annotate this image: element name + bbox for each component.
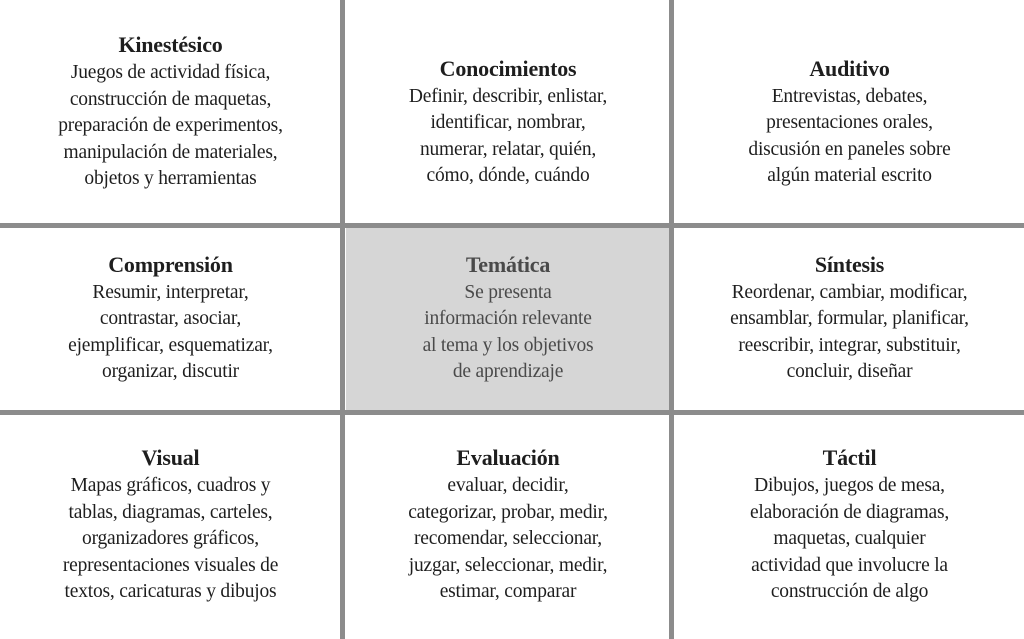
grid-line-vertical-left xyxy=(340,0,345,639)
cell-line: ensamblar, formular, planificar, xyxy=(730,308,969,329)
cell-line: ejemplificar, esquematizar, xyxy=(68,334,273,356)
cell-line: Se presenta xyxy=(464,281,552,303)
cell-line: organizar, discutir xyxy=(102,361,239,382)
cell-line: representaciones visuales de xyxy=(62,554,279,576)
cell-line: al tema y los objetivos xyxy=(422,334,594,356)
cell-line: construcción de maquetas, xyxy=(69,88,272,110)
cell-sintesis xyxy=(675,226,1024,411)
cell-line: presentaciones orales, xyxy=(766,112,933,133)
cell-line: de aprendizaje xyxy=(452,361,564,382)
cell-line: tablas, diagramas, carteles, xyxy=(68,501,273,523)
cell-title: Auditivo xyxy=(809,55,890,81)
cell-line: cómo, dónde, cuándo xyxy=(426,165,590,186)
cell-line: actividad que involucre la xyxy=(751,554,948,576)
cell-line: estimar, comparar xyxy=(439,581,577,603)
cell-tactil xyxy=(675,412,1024,639)
cell-line: Juegos de actividad física, xyxy=(70,62,271,84)
cell-comprension xyxy=(0,226,341,411)
cell-visual xyxy=(0,412,341,639)
cell-line: información relevante xyxy=(424,308,592,329)
cell-line: numerar, relatar, quién, xyxy=(419,138,597,160)
cell-line: Mapas gráficos, cuadros y xyxy=(70,475,271,497)
cell-line: algún material escrito xyxy=(767,165,932,186)
cell-line: Resumir, interpretar, xyxy=(92,281,249,303)
cell-title: Visual xyxy=(141,445,200,471)
cell-line: objetos y herramientas xyxy=(84,168,257,190)
cell-line: categorizar, probar, medir, xyxy=(408,501,608,523)
cell-line: Reordenar, cambiar, modificar, xyxy=(731,281,968,303)
cell-kinestesico xyxy=(0,0,341,225)
cell-line: Dibujos, juegos de mesa, xyxy=(754,475,945,497)
cell-line: Definir, describir, enlistar, xyxy=(408,85,608,107)
cell-line: Entrevistas, debates, xyxy=(771,85,928,107)
cell-line: identificar, nombrar, xyxy=(430,112,586,133)
cell-line: preparación de experimentos, xyxy=(58,115,283,137)
cell-line: textos, caricaturas y dibujos xyxy=(64,581,277,603)
grid-line-horizontal-top xyxy=(0,223,1024,228)
cell-evaluacion xyxy=(346,412,670,639)
cell-tematica xyxy=(346,226,670,411)
cell-title: Temática xyxy=(465,251,551,277)
cell-line: contrastar, asociar, xyxy=(99,308,242,329)
cell-title: Comprensión xyxy=(108,251,233,277)
cell-line: elaboración de diagramas, xyxy=(749,501,950,523)
cell-line: construcción de algo xyxy=(770,581,929,603)
cell-line: recomendar, seleccionar, xyxy=(414,528,602,550)
cell-line: organizadores gráficos, xyxy=(82,528,259,550)
cell-line: discusión en paneles sobre xyxy=(748,138,951,160)
cell-title: Kinestésico xyxy=(118,32,223,58)
cell-conocimientos xyxy=(346,0,670,245)
cell-line: concluir, diseñar xyxy=(786,361,913,382)
cell-title: Conocimientos xyxy=(439,55,577,81)
cell-line: evaluar, decidir, xyxy=(447,475,569,497)
cell-title: Táctil xyxy=(822,445,877,471)
cell-title: Evaluación xyxy=(456,445,560,471)
cell-line: maquetas, cualquier xyxy=(773,528,926,550)
cell-line: juzgar, seleccionar, medir, xyxy=(408,554,608,576)
grid-line-horizontal-bottom xyxy=(0,410,1024,415)
cell-line: manipulación de materiales, xyxy=(63,141,278,163)
cell-title: Síntesis xyxy=(814,251,885,277)
grid-line-vertical-right xyxy=(669,0,674,639)
cell-auditivo xyxy=(675,0,1024,245)
cell-line: reescribir, integrar, substituir, xyxy=(738,334,961,356)
